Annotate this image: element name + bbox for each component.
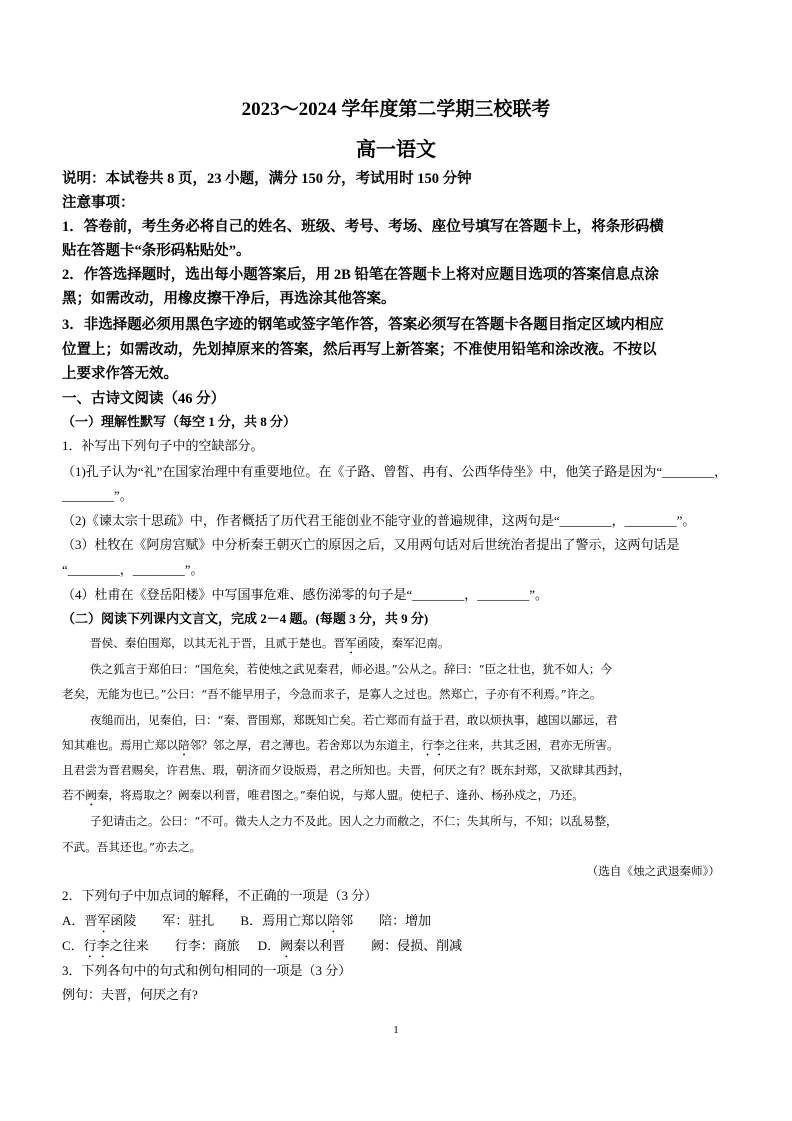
notice-2-line1: 2．作答选择题时，选出每小题答案后，用 2B 铅笔在答题卡上将对应题目选项的答案信息点涂 xyxy=(62,267,659,283)
dotted-word: 阙 xyxy=(280,938,294,953)
q1-2: （2)《谏太宗十思疏》中，作者概括了历代君王能创业不能守业的普遍规律，这两句是“________，________”。 xyxy=(62,513,696,528)
dotted-word: 行李 xyxy=(421,738,445,752)
passage-text: 邻？邻之厚，君之薄也。若舍郑以为东道主， xyxy=(189,738,422,752)
part-2-title: （二）阅读下列课内文言文，完成 2－4 题。(每题 3 分，共 9 分) xyxy=(62,611,429,626)
dotted-word: 军 xyxy=(345,636,357,650)
dotted-word: 军 xyxy=(97,913,111,928)
q2-options-row-2 xyxy=(62,936,462,961)
q3-stem: 3．下列各句中的句式和例句相同的一项是（3 分） xyxy=(62,963,352,978)
option-b: B．焉用亡郑以陪邻 陪：增加 xyxy=(240,913,432,928)
passage-para-3-line3: 且君尝为晋君赐矣，许君焦、瑕，朝济而夕设版焉，君之所知也。夫晋，何厌之有？既东封郑，又欲肆其西封， xyxy=(62,763,631,777)
notice-3-line2: 位置上；如需改动，先划掉原来的答案，然后再写上新答案；不准使用铅笔和涂改液。不按以 xyxy=(62,342,657,358)
dotted-word: 陪 xyxy=(177,738,190,752)
passage-text: 知其难也。焉用亡郑以 xyxy=(62,738,178,752)
notice-label: 注意事项： xyxy=(62,195,135,211)
passage-para-4-line1: 子犯请击之。公曰：“不可。微夫人之力不及此。因人之力而敝之，不仁；失其所与，不知；以乱易整， xyxy=(90,814,618,828)
passage-para-3-line2 xyxy=(62,735,619,759)
dotted-word: 阙 xyxy=(85,788,97,802)
part-1-title: （一）理解性默写（每空 1 分，共 8 分） xyxy=(62,414,297,429)
page-number: 1 xyxy=(393,1024,399,1036)
q1-3-line1: （3）杜牧在《阿房宫赋》中分析秦王朝灭亡的原因之后，又用两句话对后世统治者提出了警示，这两句话是 xyxy=(62,537,680,552)
dotted-word: 行李 xyxy=(83,938,110,953)
notice-1-line2: 贴在答题卡“条形码粘贴处”。 xyxy=(62,243,251,259)
dotted-word: 陪 xyxy=(327,913,341,928)
passage-text: 若不 xyxy=(62,788,86,802)
option-d: D．阙秦以利晋 阙：侵损、削减 xyxy=(257,938,463,953)
section-1-title: 一、古诗文阅读（46 分） xyxy=(62,391,226,407)
exam-intro: 说明：本试卷共 8 页，23 小题，满分 150 分，考试用时 150 分钟 xyxy=(62,171,472,187)
q1-1-line2: ________”。 xyxy=(62,488,133,503)
q1-4: （4）杜甫在《登岳阳楼》中写国事危难、感伤涕零的句子是“________，________”。 xyxy=(62,587,549,602)
notice-1-line1: 1．答卷前，考生务必将自己的姓名、班级、考号、考场、座位号填写在答题卡上，将条形码横 xyxy=(62,219,664,235)
q2-stem: 2．下列句子中加点词的解释，不正确的一项是（3 分） xyxy=(62,888,378,903)
passage-para-1 xyxy=(90,633,449,657)
q2-options-row-1 xyxy=(62,911,431,936)
q1-1-line1: （1)孔子认为“礼”在国家治理中有重要地位。在《子路、曾皙、冉有、公西华侍坐》中，他笑子路是因为“________， xyxy=(62,464,728,479)
notice-2-line2: 黑；如需改动，用橡皮擦干净后，再选涂其他答案。 xyxy=(62,291,396,307)
notice-3-line1: 3．非选择题必须用黑色字迹的钢笔或签字笔作答，答案必须写在答题卡各题目指定区域内相应 xyxy=(62,317,664,333)
passage-para-4-line2: 不武。吾其还也。”亦去之。 xyxy=(62,840,202,854)
q1-stem: 1．补写出下列句子中的空缺部分。 xyxy=(62,438,264,453)
passage-text: 函陵，秦军氾南。 xyxy=(356,636,450,650)
passage-para-2-line1: 佚之狐言于郑伯曰：“国危矣，若使烛之武见秦君，师必退。”公从之。辞曰：“臣之壮也，犹不如人；今 xyxy=(90,662,613,676)
notice-3-line3: 上要求作答无效。 xyxy=(62,366,178,382)
passage-para-3-line4 xyxy=(62,785,584,809)
exam-title: 2023～2024 学年度第二学期三校联考 xyxy=(241,99,551,120)
passage-text: 秦，将焉取之？阙秦以利晋，唯君图之。”秦伯说，与郑人盟。使杞子、逢孙、杨孙戍之，乃还。 xyxy=(96,788,584,802)
passage-text: 之往来，共其乏困，君亦无所害。 xyxy=(444,738,619,752)
option-c: C．行李之往来 行李：商旅 xyxy=(62,938,240,953)
option-a: A．晋军函陵 军：驻扎 xyxy=(62,913,215,928)
passage-source: （选自《烛之武退秦师》） xyxy=(586,864,720,878)
passage-para-2-line2: 老矣，无能为也已。”公曰：“吾不能早用子，今急而求子，是寡人之过也。然郑亡，子亦有不利焉。”许之。 xyxy=(62,687,602,701)
q1-3-line2: “________，________”。 xyxy=(62,562,204,577)
subject-title: 高一语文 xyxy=(356,139,436,161)
q3-example: 例句：夫晋，何厌之有? xyxy=(62,987,198,1002)
passage-text: 晋侯、秦伯围郑，以其无礼于晋，且贰于楚也。晋 xyxy=(90,636,346,650)
passage-para-3-line1: 夜缒而出，见秦伯，曰：“秦、晋围郑，郑既知亡矣。若亡郑而有益于君，敢以烦执事，越国以鄙远，君 xyxy=(90,713,618,727)
